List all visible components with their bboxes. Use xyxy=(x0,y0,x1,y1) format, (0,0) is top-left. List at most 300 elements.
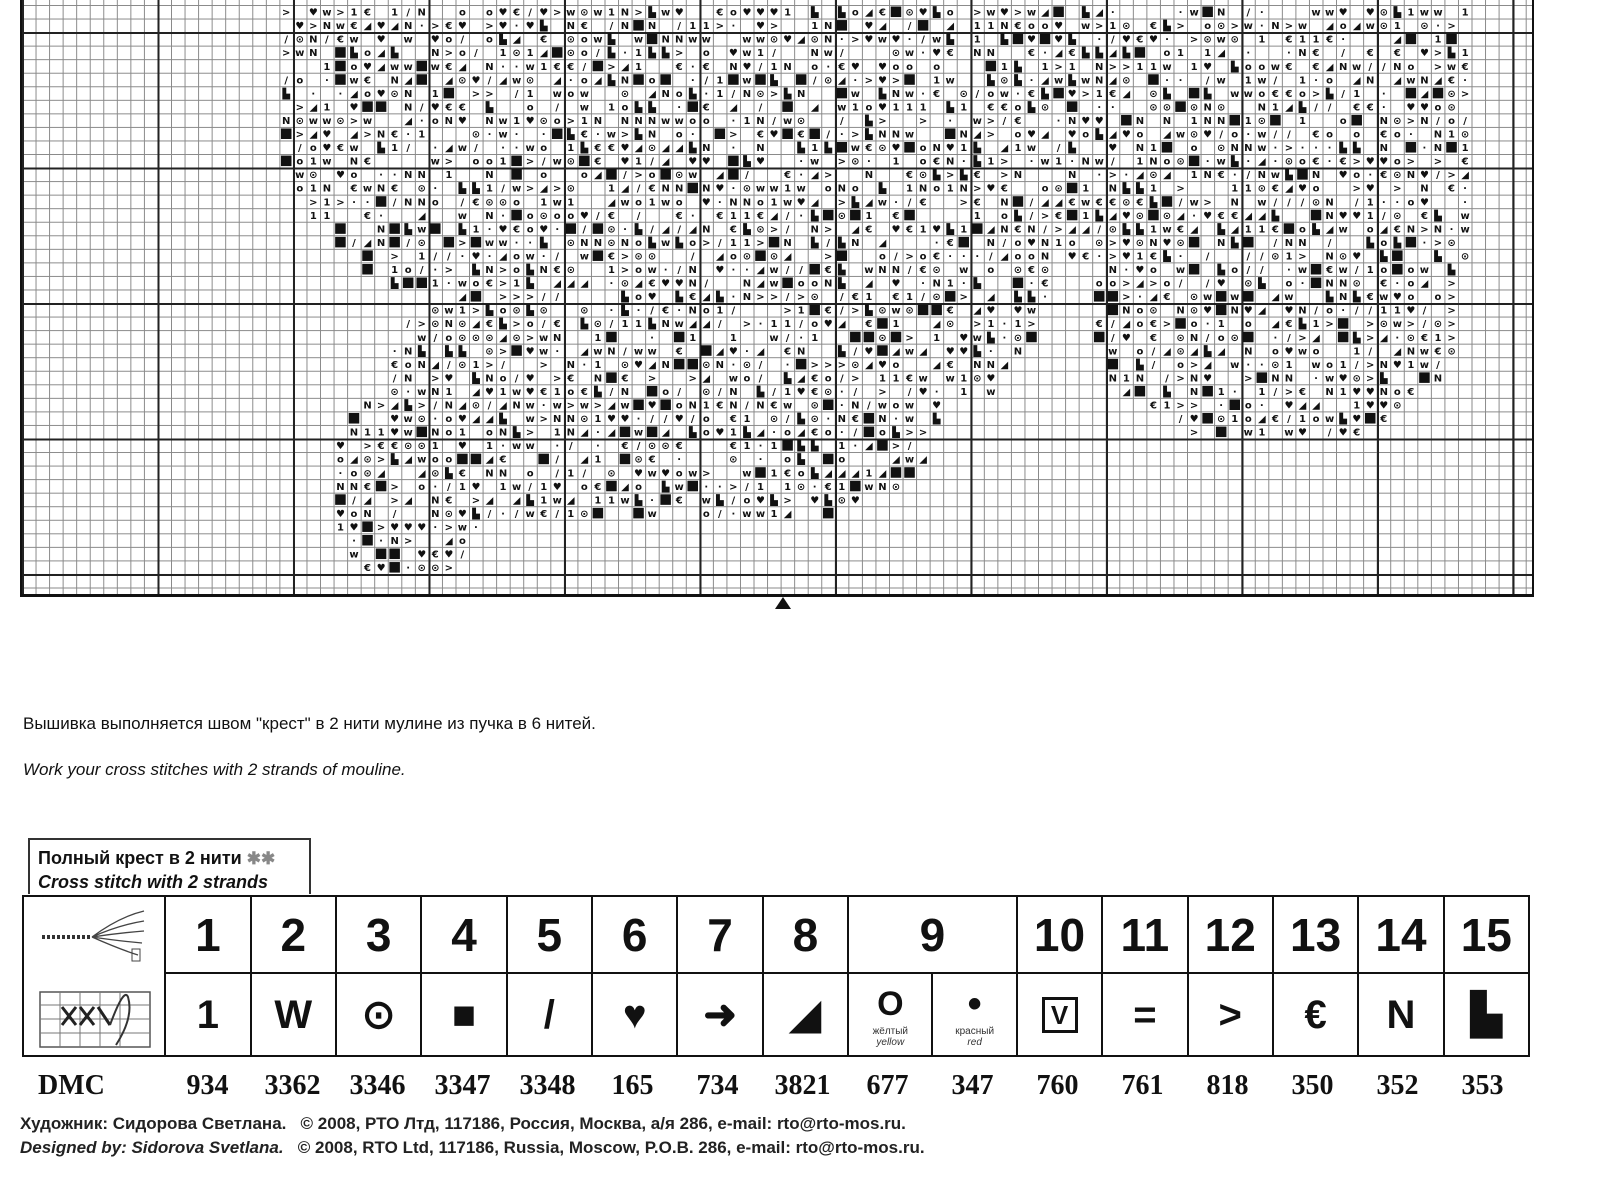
legend-column-9 xyxy=(849,897,1018,1055)
stitch-mark xyxy=(389,549,400,560)
stitch-mark: / xyxy=(555,102,560,114)
stitch-mark: · xyxy=(1192,210,1196,222)
stitch-mark: w xyxy=(593,7,603,19)
stitch-mark: 1 xyxy=(960,373,968,385)
stitch-mark: ⊙ xyxy=(566,265,575,276)
stitch-mark: 1 xyxy=(811,143,819,155)
stitch-mark: o xyxy=(784,454,792,466)
stitch-mark: o xyxy=(1028,251,1035,263)
stitch-mark: > xyxy=(1366,332,1375,344)
stitch-mark: ♥ xyxy=(498,224,508,236)
stitch-mark: / xyxy=(894,251,898,263)
stitch-mark: / xyxy=(514,373,519,385)
stitch-mark: N xyxy=(376,224,386,236)
stitch-mark: ▙ xyxy=(526,495,534,507)
stitch-mark: N xyxy=(607,346,616,358)
stitch-mark: N xyxy=(1203,170,1212,182)
stitch-mark xyxy=(1040,34,1051,45)
stitch-mark: / xyxy=(1354,305,1359,317)
legend-number: 9 xyxy=(849,897,1016,974)
stitch-mark: N xyxy=(1433,373,1443,385)
stitch-mark: o xyxy=(580,34,588,46)
stitch-mark: ▙ xyxy=(539,237,548,249)
stitch-mark: ♥ xyxy=(1419,170,1429,182)
stitch-mark: N xyxy=(566,21,575,33)
stitch-mark: / xyxy=(568,441,573,453)
stitch-mark: N xyxy=(1149,237,1158,249)
stitch-mark xyxy=(918,20,929,31)
stitch-mark: ⊙ xyxy=(1447,346,1456,358)
stitch-symbol-icon: ◢ xyxy=(790,992,821,1037)
stitch-mark: ◢ xyxy=(1000,143,1009,155)
stitch-mark: 1 xyxy=(743,237,751,249)
stitch-mark: w xyxy=(688,34,698,46)
stitch-mark xyxy=(606,332,617,343)
stitch-mark: N xyxy=(1379,386,1388,398)
stitch-mark: / xyxy=(1436,170,1440,182)
stitch-mark: / xyxy=(1259,251,1264,263)
stitch-mark: · xyxy=(799,332,804,344)
stitch-mark: ◢ xyxy=(770,210,778,222)
stitch-mark: € xyxy=(1082,251,1090,263)
stitch-mark: w xyxy=(904,88,915,100)
stitch-mark: ♥ xyxy=(525,373,535,385)
stitch-mark: w xyxy=(742,75,752,87)
stitch-mark: N xyxy=(1393,61,1402,73)
stitch-mark: o xyxy=(1312,183,1320,195)
stitch-mark: > xyxy=(1162,319,1172,331)
stitch-mark: o xyxy=(458,536,466,547)
stitch-mark: N xyxy=(417,7,426,19)
stitch-mark: ◢ xyxy=(580,278,589,290)
stitch-mark xyxy=(864,332,875,343)
stitch-mark: N xyxy=(1284,373,1294,385)
stitch-mark xyxy=(389,237,400,248)
stitch-mark: o xyxy=(472,278,480,290)
stitch-mark: N xyxy=(864,170,874,182)
stitch-mark: € xyxy=(1285,34,1293,46)
stitch-mark: ♥ xyxy=(1365,183,1375,195)
stitch-mark: ♥ xyxy=(1162,237,1172,249)
stitch-mark: 1 xyxy=(973,21,981,33)
legend-number: 7 xyxy=(678,897,761,974)
stitch-mark: / xyxy=(1314,102,1318,114)
stitch-mark: > xyxy=(1447,332,1456,344)
stitch-mark: ▙ xyxy=(675,292,684,304)
stitch-mark: o xyxy=(892,400,900,412)
stitch-mark: · xyxy=(1219,400,1224,412)
stitch-mark: > xyxy=(1447,21,1456,33)
stitch-mark: o xyxy=(1014,251,1022,263)
stitch-mark: / xyxy=(785,414,790,426)
stitch-mark: o xyxy=(906,61,913,73)
stitch-mark: ♥ xyxy=(457,21,467,33)
stitch-mark: ◢ xyxy=(675,143,684,155)
stitch-mark xyxy=(1175,318,1186,329)
stitch-mark: N xyxy=(891,265,901,276)
stitch-mark xyxy=(647,386,658,397)
stitch-mark: / xyxy=(839,292,844,304)
legend-symbol-cell xyxy=(1103,974,1186,1055)
stitch-mark: N xyxy=(1027,224,1036,236)
stitch-mark: ▙ xyxy=(1095,48,1104,60)
stitch-mark: / xyxy=(392,373,397,385)
stitch-mark: · xyxy=(1259,7,1264,19)
stitch-mark: N xyxy=(1013,170,1023,182)
stitch-mark xyxy=(1067,210,1078,221)
stitch-mark: € xyxy=(567,373,575,385)
stitch-mark: w xyxy=(525,414,535,426)
stitch-mark: ♥ xyxy=(1392,292,1402,304)
stitch-mark: N xyxy=(810,48,819,60)
stitch-mark xyxy=(593,61,604,72)
stitch-mark: 1 xyxy=(1448,129,1456,141)
stitch-mark: / xyxy=(1436,359,1440,371)
stitch-mark: N xyxy=(620,386,630,398)
stitch-mark: ⊙ xyxy=(620,278,630,290)
stitch-mark: 1 xyxy=(946,183,954,195)
stitch-mark: o xyxy=(445,414,453,426)
stitch-mark: ⊙ xyxy=(702,386,711,398)
stitch-mark: € xyxy=(973,197,981,209)
stitch-mark: ♥ xyxy=(471,75,481,87)
dmc-code: 3362 xyxy=(264,1070,321,1101)
stitch-mark: N xyxy=(1284,237,1294,249)
stitch-mark: / xyxy=(1368,305,1373,317)
stitch-mark: ◢ xyxy=(783,508,792,520)
stitch-mark: ◢ xyxy=(1393,34,1402,46)
stitch-mark: N xyxy=(945,156,955,168)
stitch-mark: · xyxy=(609,278,614,290)
stitch-mark: ◢ xyxy=(404,75,413,87)
stitch-mark: w xyxy=(959,265,969,276)
stitch-mark xyxy=(362,101,373,112)
stitch-mark: / xyxy=(514,508,519,520)
stitch-mark: 1 xyxy=(892,102,900,114)
stitch-mark: > xyxy=(1433,156,1443,168)
stitch-mark xyxy=(660,74,671,85)
stitch-symbol-icon: V xyxy=(1042,997,1078,1033)
stitch-mark: > xyxy=(1095,21,1104,33)
stitch-mark: 1 xyxy=(851,102,859,114)
stitch-mark: / xyxy=(487,75,492,87)
stitch-mark: / xyxy=(446,481,451,493)
stitch-mark: € xyxy=(716,7,724,19)
stitch-mark: ▙ xyxy=(715,292,724,304)
stitch-mark: · xyxy=(731,115,736,127)
stitch-mark: w xyxy=(904,414,915,426)
stitch-mark: 1 xyxy=(445,170,453,182)
stitch-mark: ♥ xyxy=(525,21,535,33)
stitch-mark: o xyxy=(431,115,439,127)
stitch-mark: ⊙ xyxy=(1379,7,1388,19)
stitch-mark: ♥ xyxy=(1121,251,1131,263)
stitch-mark: 1 xyxy=(1312,319,1320,331)
stitch-mark: / xyxy=(921,34,925,46)
stitch-mark xyxy=(687,359,698,370)
stitch-mark: w xyxy=(525,251,535,263)
stitch-mark: ⊙ xyxy=(1216,143,1226,155)
stitch-mark: / xyxy=(1246,170,1251,182)
stitch-mark: > xyxy=(1447,319,1456,331)
stitch-mark: ▙ xyxy=(594,386,602,398)
stitch-mark: 1 xyxy=(540,197,548,209)
stitch-mark: € xyxy=(1285,319,1293,331)
stitch-mark: € xyxy=(919,197,927,209)
stitch-mark: ◢ xyxy=(1068,224,1076,236)
stitch-mark: o xyxy=(350,61,358,73)
stitch-mark xyxy=(1053,88,1064,99)
stitch-mark: 1 xyxy=(635,61,643,73)
stitch-mark: ♥ xyxy=(390,522,400,534)
stitch-mark: o xyxy=(702,305,710,317)
stitch-mark: ♥ xyxy=(783,34,793,46)
stitch-mark: / xyxy=(717,237,722,249)
stitch-mark: o xyxy=(486,34,493,46)
stitch-mark: ▙ xyxy=(390,454,399,466)
stitch-mark: / xyxy=(785,292,790,304)
stitch-mark: w xyxy=(539,332,549,344)
stitch-mark xyxy=(511,156,522,167)
stitch-mark xyxy=(769,237,780,248)
stitch-mark: o xyxy=(1258,61,1266,73)
stitch-mark: ⊙ xyxy=(1420,21,1429,33)
stitch-mark: > xyxy=(1000,156,1009,168)
stitch-mark: o xyxy=(580,75,588,87)
stitch-mark: w xyxy=(1175,129,1186,141)
stitch-mark: 1 xyxy=(689,332,697,344)
stitch-mark: w xyxy=(1175,265,1186,276)
stitch-mark: o xyxy=(296,156,304,168)
stitch-mark: ◢ xyxy=(797,34,805,46)
stitch-mark: · xyxy=(704,88,709,100)
stitch-mark: N xyxy=(796,88,806,100)
stitch-mark: ◢ xyxy=(824,468,833,480)
stitch-mark: ♥ xyxy=(1392,359,1402,371)
stitch-mark: o xyxy=(1244,414,1252,426)
stitch-mark xyxy=(376,101,387,112)
stitch-mark: · xyxy=(1178,75,1183,87)
stitch-mark: / xyxy=(1002,115,1007,127)
stitch-mark xyxy=(538,454,549,465)
stitch-mark: ▙ xyxy=(1163,386,1171,398)
stitch-mark: ▙ xyxy=(1434,210,1442,222)
stitch-mark: ♥ xyxy=(579,210,589,222)
stitch-mark: > xyxy=(1284,143,1294,155)
stitch-mark: € xyxy=(865,143,873,155)
stitch-mark: · xyxy=(731,143,736,155)
stitch-mark: ⊙ xyxy=(1379,21,1388,33)
stitch-mark: > xyxy=(525,427,535,439)
stitch-mark: ▙ xyxy=(946,34,955,46)
stitch-mark: ◢ xyxy=(1163,129,1171,141)
stitch-mark: ◢ xyxy=(607,427,616,439)
stitch-mark: € xyxy=(851,414,859,426)
stitch-mark: w xyxy=(362,115,373,127)
stitch-mark: 1 xyxy=(743,115,751,127)
stitch-mark: > xyxy=(1189,427,1199,439)
stitch-mark: ◢ xyxy=(1136,278,1144,290)
stitch-mark: ♥ xyxy=(498,7,508,19)
stitch-mark: w xyxy=(552,156,562,168)
stitch-mark: ▙ xyxy=(1203,346,1212,358)
stitch-mark: N xyxy=(431,495,440,507)
stitch-mark: ◢ xyxy=(580,346,589,358)
stitch-mark: · xyxy=(677,102,682,114)
stitch-mark: ▙ xyxy=(1339,414,1347,426)
stitch-mark: N xyxy=(661,183,670,195)
stitch-mark xyxy=(782,278,793,289)
stitch-mark: w xyxy=(701,34,711,46)
stitch-mark: / xyxy=(514,88,519,100)
stitch-mark: ⊙ xyxy=(363,468,372,480)
stitch-mark: 1 xyxy=(485,183,493,195)
stitch-mark: > xyxy=(824,224,833,236)
stitch-mark: 1 xyxy=(892,319,900,331)
stitch-mark: ♥ xyxy=(1108,143,1118,155)
stitch-mark: € xyxy=(675,210,683,222)
stitch-mark xyxy=(1013,196,1024,207)
stitch-mark: w xyxy=(1311,359,1321,371)
stitch-mark: / xyxy=(1178,278,1183,290)
footer-en-designer: Designed by: Sidorova Svetlana. xyxy=(20,1138,284,1157)
stitch-mark xyxy=(362,521,373,532)
stitch-mark: N xyxy=(620,21,630,33)
stitch-mark xyxy=(837,88,848,99)
stitch-mark: > xyxy=(1393,183,1402,195)
stitch-mark: w xyxy=(579,88,589,100)
stitch-mark: > xyxy=(783,495,792,507)
stitch-mark: ◢ xyxy=(688,224,697,236)
stitch-mark: · xyxy=(1070,156,1075,168)
stitch-mark: 1 xyxy=(1407,7,1415,19)
legend-column-12 xyxy=(1189,897,1274,1055)
stitch-mark: ⊙ xyxy=(1244,278,1253,290)
stitch-mark: · xyxy=(1259,359,1264,371)
stitch-mark: / xyxy=(785,224,790,236)
stitch-mark xyxy=(1433,88,1444,99)
stitch-mark xyxy=(511,345,522,356)
stitch-mark: > xyxy=(634,7,643,19)
stitch-mark: ⊙ xyxy=(634,251,643,263)
stitch-mark xyxy=(687,481,698,492)
stitch-mark xyxy=(1406,34,1417,45)
stitch-mark: ⊙ xyxy=(1000,75,1009,87)
stitch-mark: 1 xyxy=(770,319,778,331)
stitch-mark: o xyxy=(418,481,426,493)
stitch-mark: / xyxy=(1368,61,1373,73)
stitch-mark: · xyxy=(379,210,383,222)
stitch-mark: ▙ xyxy=(1027,102,1036,114)
stitch-mark: N xyxy=(593,237,603,249)
stitch-mark: N xyxy=(1325,197,1334,209)
stitch-mark: N xyxy=(553,414,562,426)
stitch-mark xyxy=(674,359,685,370)
stitch-mark: ⊙ xyxy=(1284,156,1294,168)
stitch-mark: € xyxy=(458,102,466,114)
stitch-mark: ◢ xyxy=(499,400,507,412)
stitch-mark: w xyxy=(742,48,752,60)
stitch-mark: ♥ xyxy=(796,197,806,209)
stitch-mark: € xyxy=(1149,319,1157,331)
stitch-mark: / xyxy=(826,129,831,141)
stitch-mark: ♥ xyxy=(525,386,535,398)
stitch-mark: ⊙ xyxy=(1216,21,1226,33)
stitch-mark: · xyxy=(826,414,831,426)
stitch-mark: € xyxy=(391,441,399,453)
stitch-mark: ◢ xyxy=(837,468,846,480)
stitch-mark: / xyxy=(1205,251,1210,263)
stitch-mark: > xyxy=(1013,7,1023,19)
stitch-mark: w xyxy=(1338,265,1348,276)
stitch-mark: · xyxy=(514,129,519,141)
stitch-mark: ◢ xyxy=(810,102,819,114)
stitch-mark: ▙ xyxy=(621,292,629,304)
stitch-mark: ⊙ xyxy=(1013,332,1023,344)
stitch-mark: · xyxy=(1368,170,1373,182)
stitch-mark: € xyxy=(1149,400,1157,412)
stitch-mark: > xyxy=(390,481,399,493)
stitch-mark xyxy=(633,508,644,519)
stitch-mark: · xyxy=(352,197,356,209)
stitch-mark: > xyxy=(1176,400,1185,412)
stitch-mark: / xyxy=(921,292,925,304)
stitch-mark: ⊙ xyxy=(1162,210,1172,222)
stitch-mark: € xyxy=(458,468,466,480)
stitch-mark: € xyxy=(756,129,764,141)
stitch-mark: > xyxy=(1122,292,1131,304)
stitch-mark: > xyxy=(512,292,521,304)
dmc-code: 3821 xyxy=(774,1070,831,1101)
stitch-mark: ⊙ xyxy=(1338,251,1348,263)
stitch-mark: o xyxy=(1217,332,1225,344)
stitch-mark: / xyxy=(1110,156,1115,168)
stitch-symbol-icon: ⊙ xyxy=(361,992,396,1037)
stitch-mark: ♥ xyxy=(1067,88,1077,100)
stitch-mark: N xyxy=(1040,251,1050,263)
stitch-mark: 1 xyxy=(1312,34,1320,46)
stitch-mark: 1 xyxy=(906,183,914,195)
stitch-mark: w xyxy=(647,265,657,276)
stitch-mark: o xyxy=(1312,346,1320,358)
stitch-mark: / xyxy=(1381,61,1386,73)
stitch-mark: ⊙ xyxy=(1054,183,1063,195)
stitch-mark: ♥ xyxy=(850,61,860,73)
stitch-mark: > xyxy=(837,197,846,209)
stitch-mark: N xyxy=(498,427,508,439)
stitch-mark: ◢ xyxy=(607,400,616,412)
stitch-mark: ♥ xyxy=(1203,61,1213,73)
stitch-mark: ♥ xyxy=(634,359,644,371)
stitch-mark: · xyxy=(392,170,397,182)
stitch-mark xyxy=(606,481,617,492)
stitch-mark: o xyxy=(648,75,656,87)
stitch-mark: ⊙ xyxy=(471,332,481,344)
stitch-mark: w xyxy=(782,197,793,209)
stitch-mark: N xyxy=(485,210,494,222)
stitch-mark: o xyxy=(458,7,466,19)
stitch-mark: w xyxy=(1026,143,1037,155)
stitch-mark: ⊙ xyxy=(1108,224,1117,236)
stitch-mark: > xyxy=(1027,319,1036,331)
stitch-mark xyxy=(1338,318,1349,329)
stitch-mark: € xyxy=(1217,170,1225,182)
stitch-mark: ▙ xyxy=(892,427,900,439)
stitch-mark: ◢ xyxy=(404,115,413,127)
stitch-mark: > xyxy=(878,115,887,127)
stitch-mark: / xyxy=(1110,319,1115,331)
stitch-mark: o xyxy=(1028,21,1035,33)
